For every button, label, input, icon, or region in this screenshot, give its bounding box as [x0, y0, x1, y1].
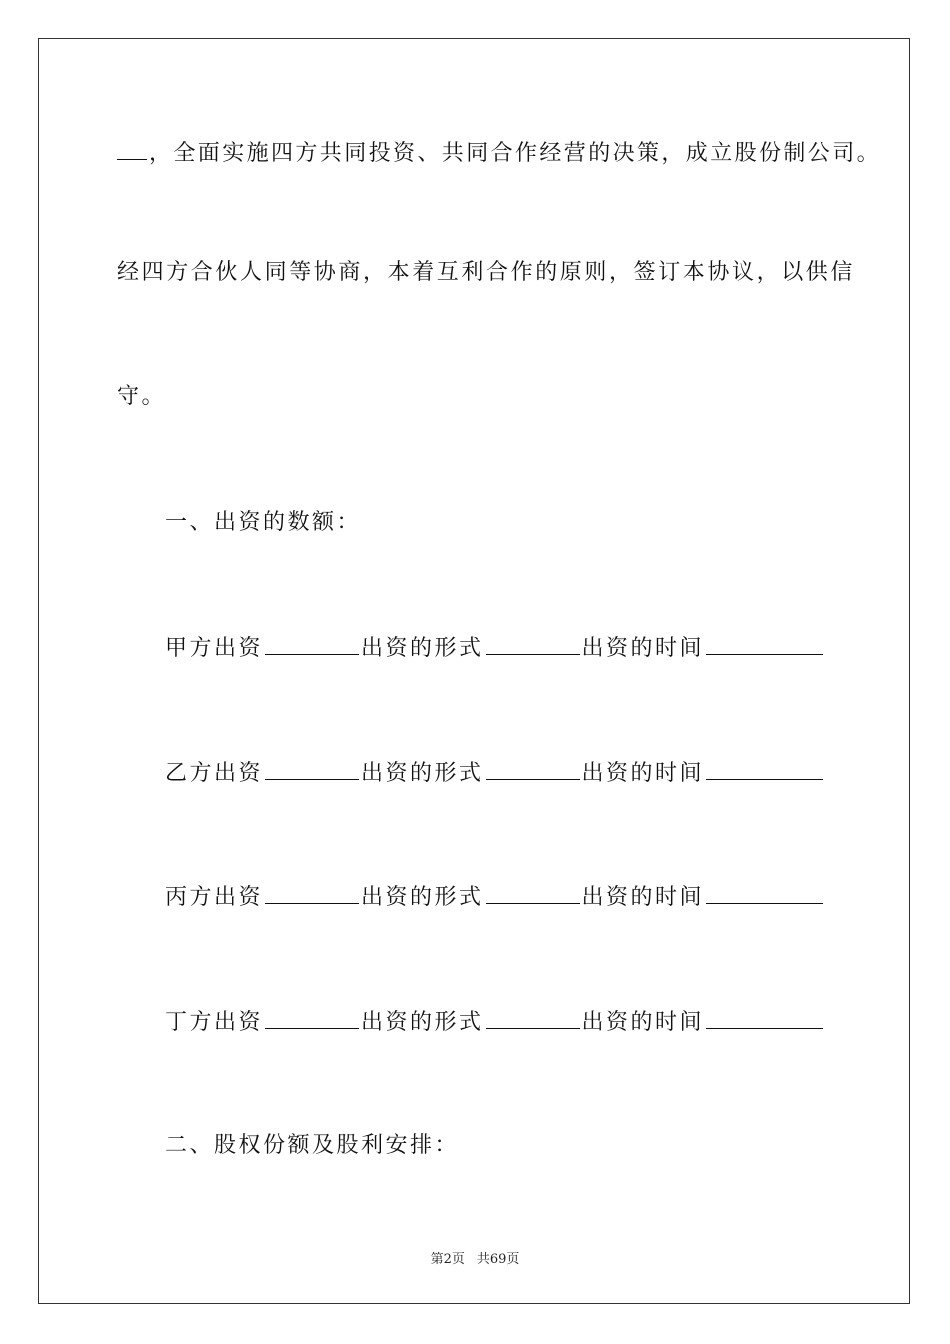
form-label: 出资的形式 [361, 1010, 484, 1035]
paragraph-line: 经四方合伙人同等协商，本着互利合作的原则，签订本协议，以供信 [117, 260, 856, 285]
fill-in-blank[interactable] [117, 137, 147, 160]
time-label: 出资的时间 [581, 636, 705, 661]
paragraph-line [117, 137, 881, 169]
time-blank[interactable] [706, 881, 823, 904]
amount-blank[interactable] [265, 1006, 359, 1029]
page-number: 第2页 [430, 1252, 465, 1267]
amount-blank[interactable] [265, 881, 359, 904]
contribution-row-b [165, 757, 825, 789]
time-blank[interactable] [706, 757, 823, 780]
form-blank[interactable] [486, 757, 580, 780]
contribution-row-c [165, 881, 825, 913]
time-label: 出资的时间 [581, 761, 705, 786]
time-blank[interactable] [706, 632, 823, 655]
form-label: 出资的形式 [361, 636, 484, 661]
form-blank[interactable] [486, 632, 580, 655]
paragraph-text: ，全面实施四方共同投资、共同合作经营的决策，成立股份制公司。 [149, 141, 882, 166]
party-label: 丙方出资 [165, 885, 264, 910]
party-label: 甲方出资 [165, 636, 264, 661]
page-total: 共69页 [476, 1252, 520, 1267]
time-blank[interactable] [706, 1006, 823, 1029]
section-heading: 二、股权份额及股利安排： [165, 1133, 460, 1158]
party-label: 乙方出资 [165, 761, 264, 786]
form-label: 出资的形式 [361, 761, 484, 786]
party-label: 丁方出资 [165, 1010, 264, 1035]
page-border [38, 38, 910, 1304]
page-footer [0, 1248, 950, 1267]
section-heading: 一、出资的数额： [165, 510, 362, 535]
time-label: 出资的时间 [581, 885, 705, 910]
form-blank[interactable] [486, 1006, 580, 1029]
amount-blank[interactable] [265, 632, 359, 655]
amount-blank[interactable] [265, 757, 359, 780]
paragraph-line: 守。 [117, 384, 167, 409]
time-label: 出资的时间 [581, 1010, 705, 1035]
form-label: 出资的形式 [361, 885, 484, 910]
contribution-row-d [165, 1006, 825, 1038]
form-blank[interactable] [486, 881, 580, 904]
contribution-row-a [165, 632, 825, 664]
